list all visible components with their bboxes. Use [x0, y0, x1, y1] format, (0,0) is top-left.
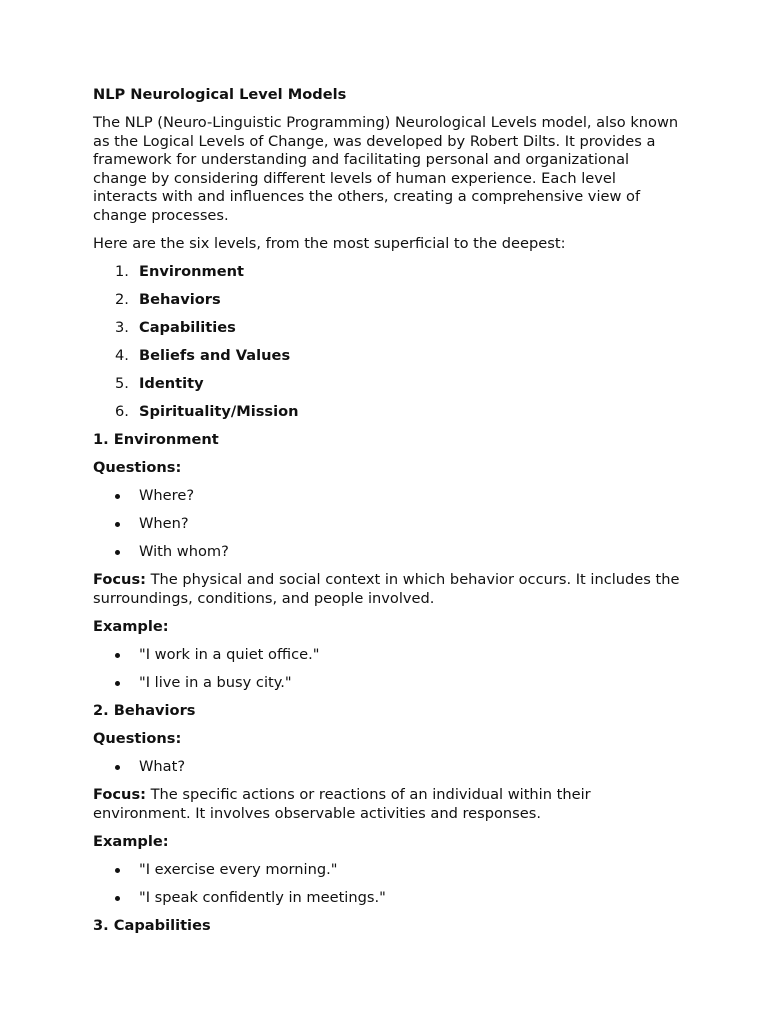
- example-label: Example:: [93, 832, 169, 850]
- level-number: 1.: [115, 262, 129, 280]
- level-item: [93, 291, 683, 310]
- list-item: [93, 515, 683, 534]
- intro-paragraph: The NLP (Neuro-Linguistic Programming) Neurological Levels model, also known as the Logical Levels of Change, was developed by Robert Dilts. It provides a framework for understanding and facilitating personal and organizational change by considering different levels of human experience. Each level interacts with and influences the others, creating a comprehensive view of change processes.: [93, 114, 679, 224]
- question-text: What?: [139, 758, 186, 776]
- example-text: "I live in a busy city.": [139, 673, 292, 691]
- focus-paragraph: [93, 786, 683, 823]
- levels-intro: Here are the six levels, from the most superficial to the deepest:: [93, 234, 566, 252]
- list-item: [93, 861, 683, 880]
- focus-label: Focus:: [93, 786, 146, 804]
- example-text: "I speak confidently in meetings.": [139, 888, 386, 906]
- level-item: [93, 319, 683, 338]
- level-item: [93, 375, 683, 394]
- bullet-icon: [115, 681, 120, 686]
- example-text: "I exercise every morning.": [139, 860, 338, 878]
- section-heading-environment: 1. Environment: [93, 431, 219, 449]
- bullet-icon: [115, 653, 120, 658]
- levels-list: [93, 263, 683, 422]
- examples-list: [93, 646, 683, 693]
- focus-text: The specific actions or reactions of an individual within their environment. It involves observable activities and responses.: [93, 786, 591, 822]
- level-number: 4.: [115, 346, 129, 364]
- list-item: [93, 487, 683, 506]
- level-item: [93, 347, 683, 366]
- focus-text: The physical and social context in which behavior occurs. It includes the surroundings, conditions, and people involved.: [93, 571, 680, 607]
- questions-list: [93, 758, 683, 777]
- level-label: Capabilities: [139, 318, 236, 336]
- document-title: NLP Neurological Level Models: [93, 86, 347, 103]
- bullet-icon: [115, 896, 120, 901]
- level-label: Spirituality/Mission: [139, 402, 299, 420]
- bullet-icon: [115, 868, 120, 873]
- level-number: 2.: [115, 290, 129, 308]
- bullet-icon: [115, 522, 120, 527]
- document-page: [93, 86, 683, 945]
- level-number: 6.: [115, 402, 129, 420]
- focus-paragraph: [93, 571, 683, 608]
- example-text: "I work in a quiet office.": [139, 645, 320, 663]
- list-item: [93, 758, 683, 777]
- list-item: [93, 543, 683, 562]
- bullet-icon: [115, 765, 120, 770]
- example-label: Example:: [93, 617, 169, 635]
- list-item: [93, 889, 683, 908]
- level-label: Behaviors: [139, 290, 221, 308]
- questions-label: Questions:: [93, 459, 182, 477]
- examples-list: [93, 861, 683, 908]
- question-text: With whom?: [139, 543, 229, 561]
- questions-list: [93, 487, 683, 562]
- list-item: [93, 674, 683, 693]
- focus-label: Focus:: [93, 571, 146, 589]
- bullet-icon: [115, 550, 120, 555]
- section-heading-behaviors: 2. Behaviors: [93, 702, 196, 720]
- bullet-icon: [115, 494, 120, 499]
- level-label: Environment: [139, 262, 244, 280]
- section-heading-capabilities: 3. Capabilities: [93, 916, 211, 934]
- level-number: 5.: [115, 374, 129, 392]
- level-label: Beliefs and Values: [139, 346, 291, 364]
- level-label: Identity: [139, 374, 204, 392]
- level-item: [93, 403, 683, 422]
- questions-label: Questions:: [93, 730, 182, 748]
- question-text: When?: [139, 515, 189, 533]
- question-text: Where?: [139, 487, 195, 505]
- level-number: 3.: [115, 318, 129, 336]
- level-item: [93, 263, 683, 282]
- list-item: [93, 646, 683, 665]
